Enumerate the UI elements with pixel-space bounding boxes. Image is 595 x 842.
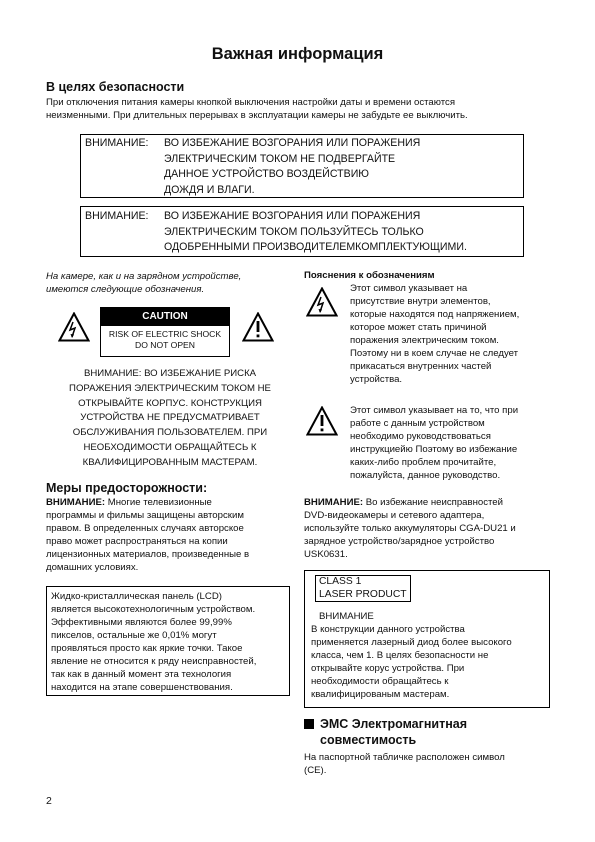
- note-line: На камере, как и на зарядном устройстве,: [46, 271, 242, 282]
- caution-line: RISK OF ELECTRIC SHOCK: [108, 329, 222, 339]
- laser-line: квалифицированым мастерам.: [311, 689, 450, 700]
- emc-bullet-icon: [304, 719, 314, 729]
- exclamation-warning-icon: [242, 312, 274, 342]
- bolt-explain-text: [350, 282, 519, 386]
- warning-line: ЭЛЕКТРИЧЕСКИМ ТОКОМ ПОЛЬЗУЙТЕСЬ ТОЛЬКО: [164, 225, 424, 238]
- precautions-line: программы и фильмы защищены авторским: [46, 510, 244, 521]
- emc-line: (CE).: [304, 765, 327, 776]
- lightning-warning-icon: [306, 287, 338, 317]
- intro-line: неизменными. При длительных перерывах в эксплуатации камеры не забудьте ее выключить.: [46, 110, 468, 121]
- caution-text-line: НЕОБХОДИМОСТИ ОБРАЩАЙТЕСЬ К: [83, 441, 257, 453]
- excl-line: необходимо руководствоваться: [350, 431, 491, 442]
- laser-info-box: [304, 570, 550, 708]
- excl-line: работе с данным устройством: [350, 418, 485, 429]
- caution-label: [100, 307, 230, 357]
- page-number: 2: [46, 795, 52, 807]
- precautions-line: правом. В определенных случаях авторское: [46, 523, 244, 534]
- dvd-warning-line: USK0631.: [304, 549, 348, 560]
- emc-heading: [320, 716, 467, 748]
- excl-line: инструкциейю Поэтому во избежание: [350, 444, 518, 455]
- precautions-text: [46, 496, 296, 574]
- bolt-line: поражения электрическим током.: [350, 335, 499, 346]
- lcd-line: явление не относится к ряду неисправностей,: [51, 656, 257, 667]
- lcd-line: Жидко-кристаллическая панель (LCD): [51, 591, 222, 602]
- precautions-line: Многие телевизионные: [107, 497, 212, 508]
- emc-line: На паспортной табличке расположен символ: [304, 752, 505, 763]
- lightning-warning-icon: [58, 312, 90, 342]
- precautions-label: ВНИМАНИЕ:: [46, 497, 106, 508]
- warning-line: ВО ИЗБЕЖАНИЕ ВОЗГОРАНИЯ ИЛИ ПОРАЖЕНИЯ: [164, 210, 421, 222]
- exclamation-warning-icon: [306, 406, 338, 436]
- lcd-line: так как в данный момент эта технология: [51, 669, 232, 680]
- safety-intro: [46, 96, 556, 122]
- lcd-line: Эффективными являются более 99,99%: [51, 617, 232, 628]
- dvd-warning-line: Во избежание неисправностей: [365, 497, 504, 508]
- warning-line: ДОЖДЯ И ВЛАГИ.: [164, 183, 255, 196]
- caution-text: [46, 367, 294, 471]
- caution-text-line: ОТКРЫВАЙТЕ КОРПУС. КОНСТРУКЦИЯ: [78, 397, 262, 409]
- warning-line: ЭЛЕКТРИЧЕСКИМ ТОКОМ НЕ ПОДВЕРГАЙТЕ: [164, 152, 396, 165]
- precautions-line: домашних условиях.: [46, 562, 139, 573]
- laser-line: применяется лазерный диод более высокого: [311, 637, 512, 648]
- note-line: имеются следующие обозначения.: [46, 284, 205, 295]
- warning-label: ВНИМАНИЕ:: [85, 137, 149, 149]
- warning-box-1: [80, 134, 524, 198]
- caution-text-line: ПОРАЖЕНИЯ ЭЛЕКТРИЧЕСКИМ ТОКОМ НЕ: [69, 382, 271, 394]
- laser-class-line: CLASS 1: [319, 576, 362, 587]
- excl-line: Этот символ указывает на то, что при: [350, 405, 519, 416]
- emc-text: [304, 751, 505, 777]
- warning-line: ОДОБРЕННЫМИ ПРОИЗВОДИТЕЛЕМКОМПЛЕКТУЮЩИМИ.: [164, 241, 467, 253]
- excl-explain-text: [350, 404, 518, 482]
- caution-text-line: ВНИМАНИЕ: ВО ИЗБЕЖАНИЕ РИСКА: [83, 368, 257, 379]
- dvd-warning-line: используйте только аккумуляторы CGA-DU21 и: [304, 523, 516, 534]
- safety-heading: В целях безопасности: [46, 80, 185, 94]
- bolt-line: устройства.: [350, 374, 403, 385]
- caution-text-line: УСТРОЙСТВА НЕ ПРЕДУСМАТРИВАЕТ: [80, 412, 260, 424]
- lcd-line: является высокотехнологичным устройством.: [51, 604, 256, 615]
- warning-text: [164, 209, 467, 256]
- bolt-line: которое может стать причиной: [350, 322, 487, 333]
- laser-text: [311, 623, 512, 701]
- bolt-line: Этот символ указывает на: [350, 283, 468, 294]
- precautions-heading: Меры предосторожности:: [46, 481, 208, 495]
- lcd-line: проявляться просто как яркие точки. Такое: [51, 643, 243, 654]
- warning-text: [164, 136, 420, 198]
- bolt-line: присутствие внутри элементов,: [350, 296, 491, 307]
- laser-line: В конструкции данного устройства: [311, 624, 465, 635]
- bolt-line: которые находятся под напряжением,: [350, 309, 520, 320]
- emc-heading-line: совместимость: [320, 733, 417, 747]
- caution-text-line: КВАЛИФИЦИРОВАННЫМ МАСТЕРАМ.: [82, 456, 258, 468]
- laser-class-label: [315, 575, 411, 602]
- dvd-warning-line: DVD-видеокамеры и сетевого адаптера,: [304, 510, 485, 521]
- warning-line: ВО ИЗБЕЖАНИЕ ВОЗГОРАНИЯ ИЛИ ПОРАЖЕНИЯ: [164, 137, 421, 149]
- symbols-explain-heading: Пояснения к обозначениям: [304, 270, 435, 281]
- dvd-warning-label: ВНИМАНИЕ:: [304, 497, 364, 508]
- laser-class-line: LASER PRODUCT: [319, 588, 407, 600]
- lcd-line: находится на этапе совершенствования.: [51, 682, 233, 693]
- caution-title: CAUTION: [101, 308, 229, 326]
- page-title: Важная информация: [211, 45, 384, 63]
- laser-line: необходимости обращайтесь к: [311, 676, 449, 687]
- excl-line: каких-либо проблем прочитайте,: [350, 457, 497, 468]
- caution-line: DO NOT OPEN: [134, 340, 195, 350]
- caution-text-line: ОБСЛУЖИВАНИЯ ПОЛЬЗОВАТЕЛЕМ. ПРИ: [72, 427, 268, 439]
- laser-line: открывайте корус устройства. При: [311, 663, 465, 674]
- caution-lines: [101, 329, 229, 351]
- lcd-info-box: [46, 586, 290, 696]
- precautions-line: право может распространяться на копии: [46, 536, 228, 547]
- warning-label: ВНИМАНИЕ:: [85, 210, 149, 222]
- laser-line: класса, чем 1. В целях безопасности не: [311, 650, 489, 661]
- bolt-line: Поэтому ни в коем случае не следует: [350, 348, 519, 359]
- laser-heading: ВНИМАНИЕ: [319, 611, 374, 622]
- bolt-line: прикасаться внутренних частей: [350, 361, 492, 372]
- warning-box-2: [80, 206, 524, 257]
- dvd-warning-line: зарядное устройство/зарядное устройство: [304, 536, 495, 547]
- lcd-line: пикселов, остальные же 0,01% могут: [51, 630, 217, 641]
- precautions-line: лицензионных материалов, произведенные в: [46, 549, 250, 560]
- excl-line: пожалуйста, данное руководство.: [350, 470, 501, 481]
- intro-line: При отключения питания камеры кнопкой выключения настройки даты и времени остаются: [46, 97, 456, 108]
- warning-line: ДАННОЕ УСТРОЙСТВО ВОЗДЕЙСТВИЮ: [164, 168, 370, 180]
- emc-heading-line: ЭМС Электромагнитная: [320, 717, 467, 731]
- symbols-note: [46, 270, 241, 296]
- dvd-warning: [304, 496, 516, 561]
